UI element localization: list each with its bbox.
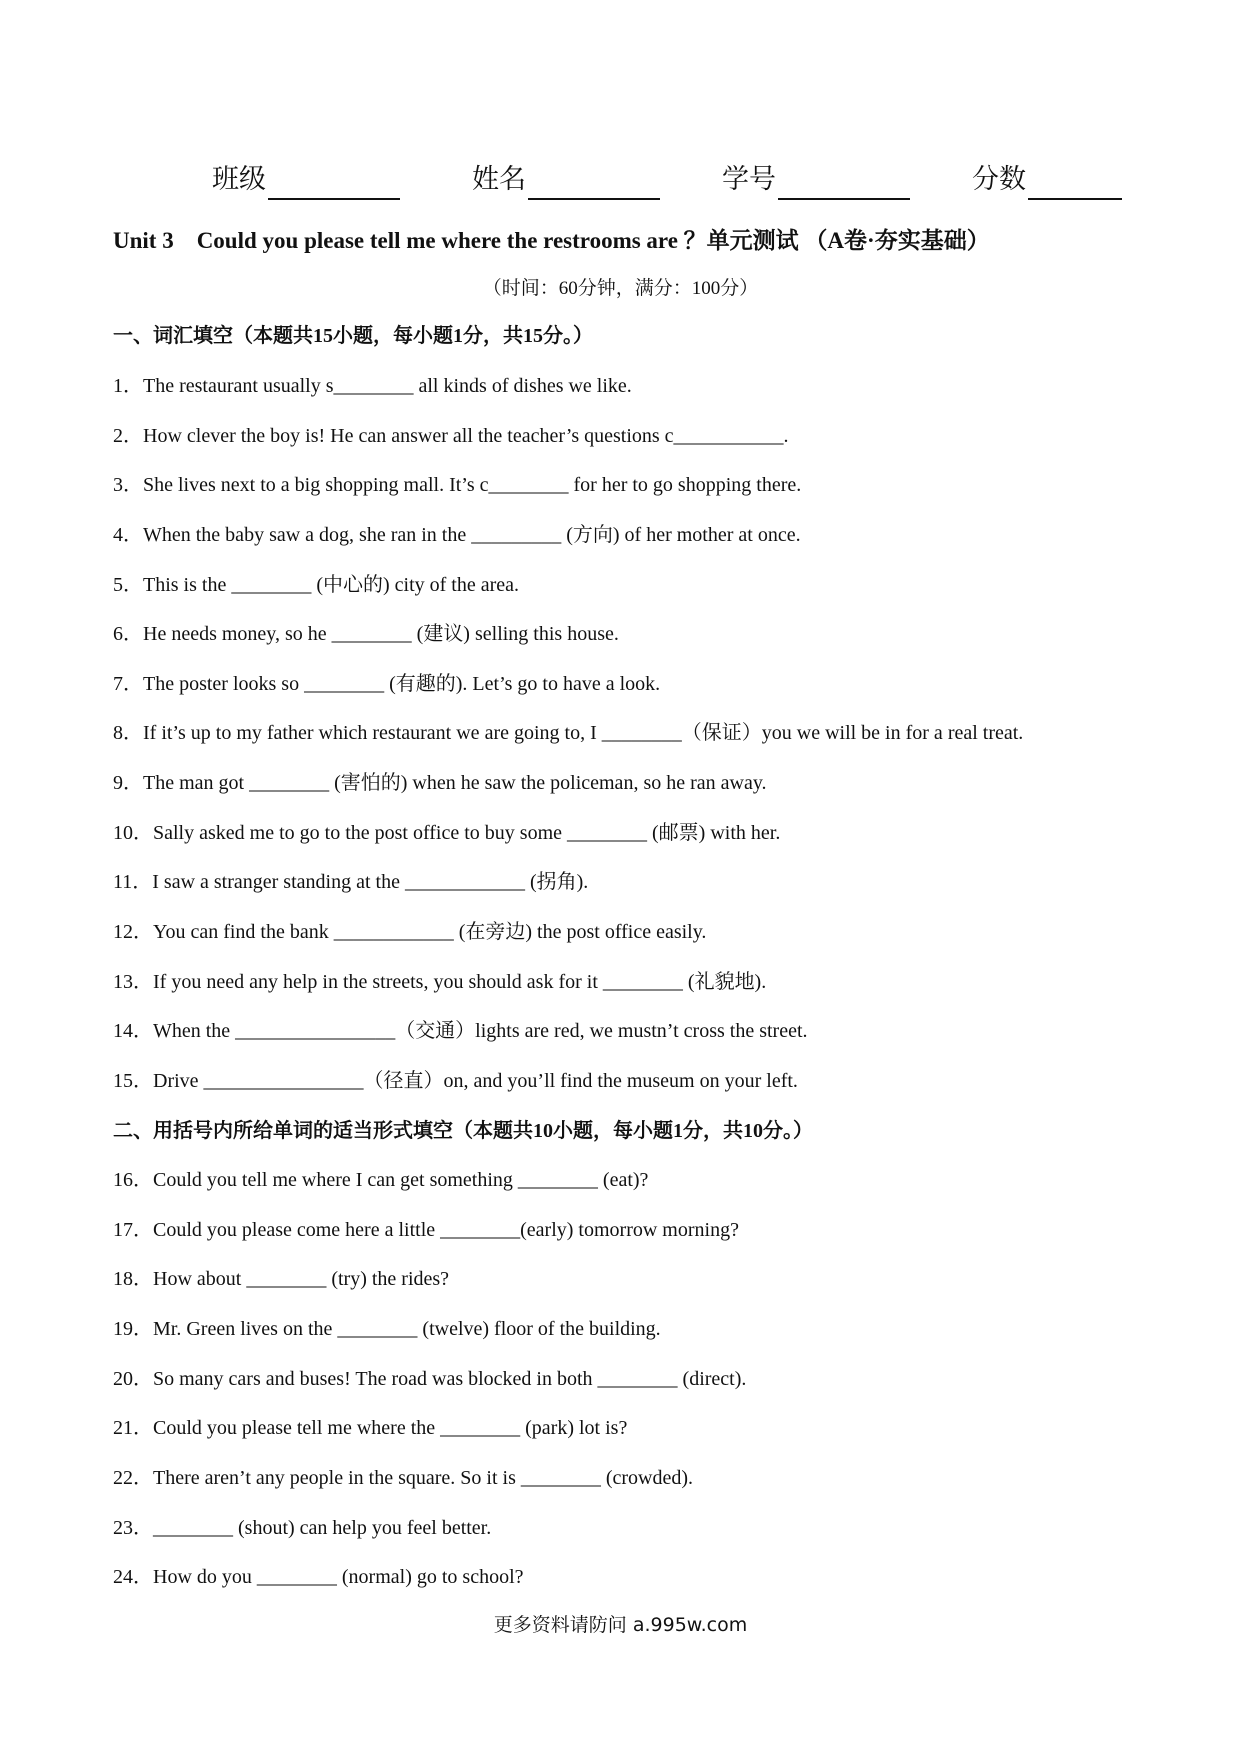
question-18: 18．How about ________ (try) the rides?: [113, 1268, 450, 1290]
score-label: 分数: [972, 164, 1026, 195]
question-6: 6．He needs money, so he ________ (建议) selling this house.: [113, 623, 619, 645]
name-blank: [528, 164, 660, 200]
question-17: 17．Could you please come here a little ________(early) tomorrow morning?: [113, 1219, 739, 1241]
question-3: 3．She lives next to a big shopping mall. It’s c________ for her to go shopping there.: [113, 474, 802, 496]
question-5: 5．This is the ________ (中心的) city of the area.: [113, 574, 520, 596]
class-blank: [268, 164, 400, 200]
student-number-label: 学号: [722, 164, 776, 195]
name-label: 姓名: [472, 164, 526, 195]
question-1: 1．The restaurant usually s________ all kinds of dishes we like.: [113, 375, 632, 397]
score-field: [972, 160, 1122, 200]
question-21: 21．Could you please tell me where the ________ (park) lot is?: [113, 1417, 628, 1439]
question-24: 24．How do you ________ (normal) go to school?: [113, 1566, 524, 1588]
section-2-heading: 二、用括号内所给单词的适当形式填空（本题共10小题，每小题1分，共10分。）: [113, 1120, 813, 1142]
header-fields: [212, 160, 1132, 204]
footer-link[interactable]: 更多资料请防问 a.995w.com: [493, 1614, 748, 1636]
class-label: 班级: [212, 164, 266, 195]
question-12: 12．You can find the bank ____________ (在旁边) the post office easily.: [113, 921, 707, 943]
name-field: [472, 160, 660, 200]
question-8: 8．If it’s up to my father which restaurant we are going to, I ________（保证）you we will be in for a real treat.: [113, 722, 1024, 744]
page-title: Unit 3 Could you please tell me where the restrooms are ？单元测试 （A卷·夯实基础）: [113, 228, 990, 253]
question-19: 19．Mr. Green lives on the ________ (twelve) floor of the building.: [113, 1318, 661, 1340]
section-1-heading: 一、词汇填空（本题共15小题，每小题1分，共15分。）: [113, 325, 593, 347]
exam-info: （时间：60分钟，满分：100分）: [482, 278, 759, 299]
question-2: 2．How clever the boy is! He can answer all the teacher’s questions c___________.: [113, 425, 789, 447]
question-10: 10．Sally asked me to go to the post office to buy some ________ (邮票) with her.: [113, 822, 781, 844]
question-14: 14．When the ________________（交通）lights are red, we mustn’t cross the street.: [113, 1020, 808, 1042]
question-13: 13．If you need any help in the streets, you should ask for it ________ (礼貌地).: [113, 971, 767, 993]
question-20: 20．So many cars and buses! The road was blocked in both ________ (direct).: [113, 1368, 747, 1390]
class-field: [212, 160, 400, 200]
score-blank: [1028, 164, 1122, 200]
question-22: 22．There aren’t any people in the square. So it is ________ (crowded).: [113, 1467, 694, 1489]
student-number-field: [722, 160, 910, 200]
question-4: 4．When the baby saw a dog, she ran in the _________ (方向) of her mother at once.: [113, 524, 801, 546]
question-7: 7．The poster looks so ________ (有趣的). Let’s go to have a look.: [113, 673, 661, 695]
question-23: 23．________ (shout) can help you feel better.: [113, 1517, 492, 1539]
question-15: 15．Drive ________________（径直）on, and you’ll find the museum on your left.: [113, 1070, 798, 1092]
question-9: 9．The man got ________ (害怕的) when he saw the policeman, so he ran away.: [113, 772, 767, 794]
student-number-blank: [778, 164, 910, 200]
question-16: 16．Could you tell me where I can get something ________ (eat)?: [113, 1169, 649, 1191]
question-11: 11．I saw a stranger standing at the ____________ (拐角).: [113, 871, 589, 893]
